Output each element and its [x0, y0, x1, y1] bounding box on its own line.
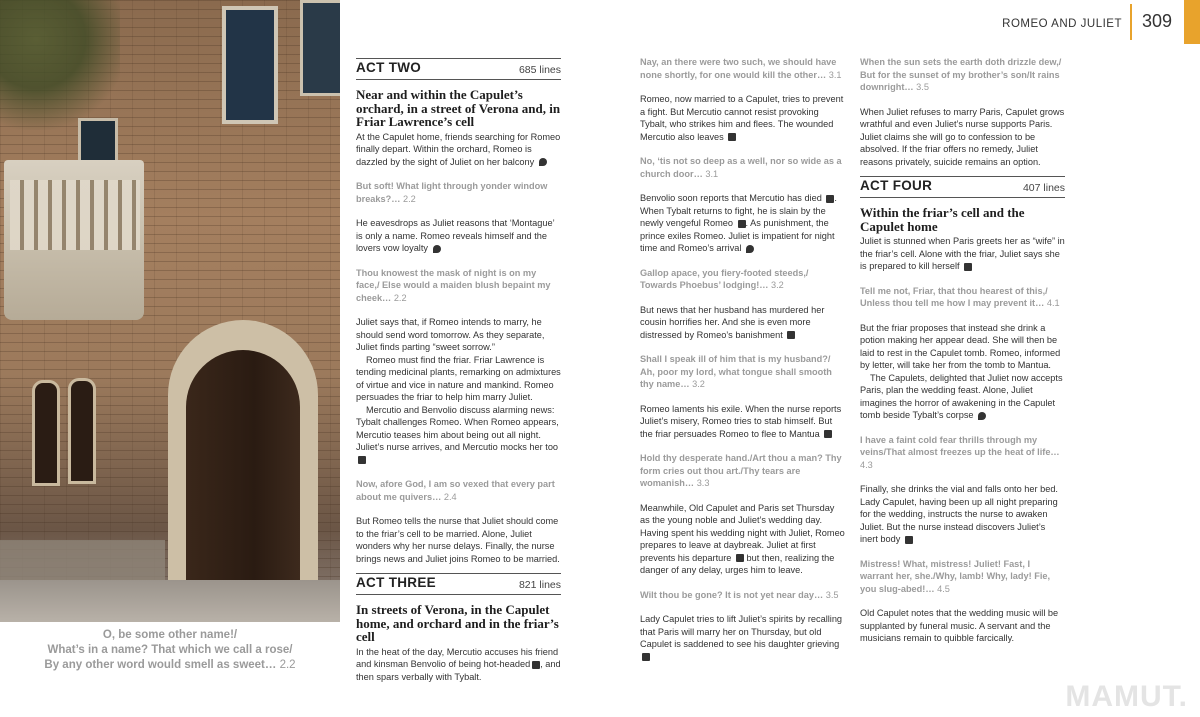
death-marker-icon [787, 331, 795, 339]
synopsis-paragraph: Lady Capulet tries to lift Juliet’s spirits by recalling that Paris will marry her on Thursday, but old Capulet is saddened to see his daughter grieving [640, 613, 845, 663]
synopsis-paragraph: The Capulets, delighted that Juliet now accepts Paris, plan the wedding feast. Alone, Juliet imagines the horror of awakening in the Capulet tomb beside Tybalt’s corpse [860, 372, 1063, 420]
quotation: Wilt thou be gone? It is not yet near day… 3.5 [640, 589, 839, 600]
page-header [940, 0, 1200, 48]
synopsis-paragraph: In the heat of the day, Mercutio accuses his friend and kinsman Benvolio of being hot-headed , and then spars verbally with Tybalt. [356, 646, 561, 682]
death-marker-icon [532, 661, 540, 669]
act-line-count: 407 lines [1022, 182, 1065, 194]
quotation: Now, afore God, I am so vexed that every part about me quivers… 2.4 [356, 479, 555, 502]
arched-window-left [32, 380, 60, 486]
quotation: But soft! What light through yonder window breaks?… 2.2 [356, 181, 548, 204]
text-column-3 [860, 56, 1065, 657]
act-four-heading [860, 176, 1065, 198]
quotation: Thou knowest the mask of night is on my face,/ Else would a maiden blush bepaint my cheek… 2.2 [356, 267, 551, 303]
death-marker-icon [964, 263, 972, 271]
stone-plinth [0, 540, 165, 585]
synopsis-paragraph: But news that her husband has murdered her cousin horrifies her. And she is even more distressed by Romeo’s banishment [640, 304, 825, 340]
synopsis-paragraph: Meanwhile, Old Capulet and Paris set Thursday as the young noble and Juliet’s wedding day. Having spent his wedding night with Juliet, Romeo prepares to leave at daybreak. Juliet at first prevents his departure but then, realizing the danger of any delay, urges him to leave. [640, 502, 845, 575]
photo-caption [0, 628, 340, 673]
upper-right-window [300, 0, 340, 96]
quotation: Hold thy desperate hand./Art thou a man? Thy form cries out thou art./Thy tears are womanish… 3.3 [640, 453, 842, 488]
scene-marker-icon [433, 245, 441, 253]
synopsis-paragraph: Juliet is stunned when Paris greets her as “wife” in the friar’s cell. Alone with the friar, Juliet says she is prepared to kill herself [860, 236, 1065, 271]
arched-window-right [68, 378, 96, 484]
quotation: I have a faint cold fear thrills through my veins/That almost freezes up the heat of life… 4.3 [860, 434, 1060, 470]
balcony-railing [10, 180, 140, 250]
synopsis-paragraph: Romeo laments his exile. When the nurse reports Juliet’s misery, Romeo tries to stab himself. But the friar persuades Romeo to flee to Mantua [640, 403, 842, 439]
quotation: Mistress! What, mistress! Juliet! Fast, I warrant her, she./Why, lamb! Why, lady! Fie, you slug-abed!… 4.5 [860, 558, 1051, 594]
caption-ref: 2.2 [279, 659, 296, 671]
act-name: ACT TWO [356, 60, 422, 75]
running-title: ROMEO AND JULIET [1002, 18, 1122, 30]
scene-marker-icon [746, 245, 754, 253]
death-marker-icon [905, 536, 913, 544]
death-marker-icon [728, 133, 736, 141]
death-marker-icon [642, 653, 650, 661]
quotation: Nay, an there were two such, we should have none shortly, for one would kill the other… 3.1 [640, 57, 842, 80]
synopsis-paragraph: Old Capulet notes that the wedding music will be supplanted by funeral music. A servant and the musicians remain to quibble farcically. [860, 608, 1059, 643]
synopsis-paragraph: Romeo, now married to a Capulet, tries to prevent a fight. But Mercutio cannot resist provoking Tybalt, who strikes him and flees. The wounded Mercutio also leaves [640, 94, 844, 142]
caption-line: O, be some other name!/ [102, 629, 238, 641]
watermark: MAMUT. [1065, 680, 1188, 713]
act-name: ACT THREE [356, 575, 436, 590]
synopsis-paragraph: Mercutio and Benvolio discuss alarming news: Tybalt challenges Romeo. When Romeo appears, Mercutio teases him about being out all night. Juliet’s nurse arrives, and Mercutio mocks her too [356, 404, 561, 467]
synopsis-paragraph: But the friar proposes that instead she drink a potion making her appear dead. She will then be laid to rest in the Capulet tomb. Romeo, informed by letter, will take her from the tomb to Mantua. [860, 322, 1061, 370]
caption-line: By any other word would smell as sweet… 2.2 [44, 659, 296, 671]
page-corner-tab [1184, 0, 1200, 44]
synopsis-paragraph: But Romeo tells the nurse that Juliet should come to the friar’s cell to be married. Alone, Juliet wonders why her nurse delays. Finally, the nurse brings news and Juliet joins Romeo to be married. [356, 516, 560, 564]
text-column-2 [640, 56, 845, 675]
death-marker-icon [824, 430, 832, 438]
quotation: When the sun sets the earth doth drizzle dew,/ But for the sunset of my brother’s son/It rains downright… 3.5 [860, 57, 1062, 92]
act-two-heading [356, 58, 561, 80]
act-line-count: 821 lines [518, 579, 561, 591]
act-name: ACT FOUR [860, 178, 933, 193]
page-number: 309 [1141, 11, 1172, 31]
death-marker-icon [738, 220, 746, 228]
scene-marker-icon [978, 412, 986, 420]
scene-heading: In streets of Verona, in the Capulet home, and orchard and in the friar’s cell [356, 602, 559, 644]
quotation: No, ‘tis not so deep as a well, nor so wide as a church door… 3.1 [640, 156, 842, 179]
scene-heading: Within the friar’s cell and the Capulet home [860, 205, 1025, 234]
photo-juliet-balcony [0, 0, 340, 622]
ivy [0, 0, 120, 130]
quotation: Shall I speak ill of him that is my husband?/ Ah, poor my lord, what tongue shall smooth thy name… 3.2 [640, 354, 832, 389]
act-line-count: 685 lines [518, 64, 561, 76]
synopsis-paragraph: At the Capulet home, friends searching for Romeo finally depart. Within the orchard, Romeo is dazzled by the sight of Juliet on her balcony [356, 131, 561, 167]
synopsis-paragraph: Juliet says that, if Romeo intends to marry, he should send word tomorrow. As they separate, Juliet finds parting “sweet sorrow.” [356, 317, 545, 352]
synopsis-paragraph: Benvolio soon reports that Mercutio has died . When Tybalt returns to fight, he is slain by the newly vengeful Romeo . As punishment, the prince exiles Romeo. Juliet is impatient for night time and Romeo’s arrival [640, 193, 837, 253]
quotation: Tell me not, Friar, that thou hearest of this,/ Unless thou tell me how I may prevent it… 4.1 [860, 285, 1060, 308]
header-divider [1130, 4, 1132, 40]
act-three-heading [356, 573, 561, 595]
synopsis-paragraph: He eavesdrops as Juliet reasons that ‘Montague’ is only a name. Romeo reveals himself and the lovers vow loyalty [356, 218, 555, 253]
death-marker-icon [736, 554, 744, 562]
scene-heading: Near and within the Capulet’s orchard, in a street of Verona and, in Friar Lawrence’s cell [356, 87, 561, 129]
quotation: Gallop apace, you fiery-footed steeds,/ Towards Phoebus’ lodging!… 3.2 [640, 267, 809, 290]
synopsis-paragraph: Finally, she drinks the vial and falls onto her bed. Lady Capulet, having been up all night preparing for the wedding, instructs the nurse to awaken Juliet. But the nurse instead discovers Juliet’s inert body [860, 484, 1058, 544]
courtyard-ground [0, 580, 340, 622]
scene-marker-icon [539, 158, 547, 166]
caption-line: What’s in a name? That which we call a rose/ [47, 644, 293, 656]
text-column-1 [356, 58, 561, 695]
arched-doorway [186, 350, 300, 600]
synopsis-paragraph: When Juliet refuses to marry Paris, Capulet grows wrathful and even Juliet’s nurse supports Paris. Juliet claims she will go to confession to be absolved. If the friar offers no remedy, Juliet reasons privately, suicide remains an option. [860, 106, 1065, 167]
synopsis-paragraph: Romeo must find the friar. Friar Lawrence is tending medicinal plants, remarking on admixtures of virtue and vice in nature and mankind. Romeo persuades the friar to help him marry Juliet. [356, 354, 561, 402]
death-marker-icon [358, 456, 366, 464]
upper-window [222, 6, 278, 124]
